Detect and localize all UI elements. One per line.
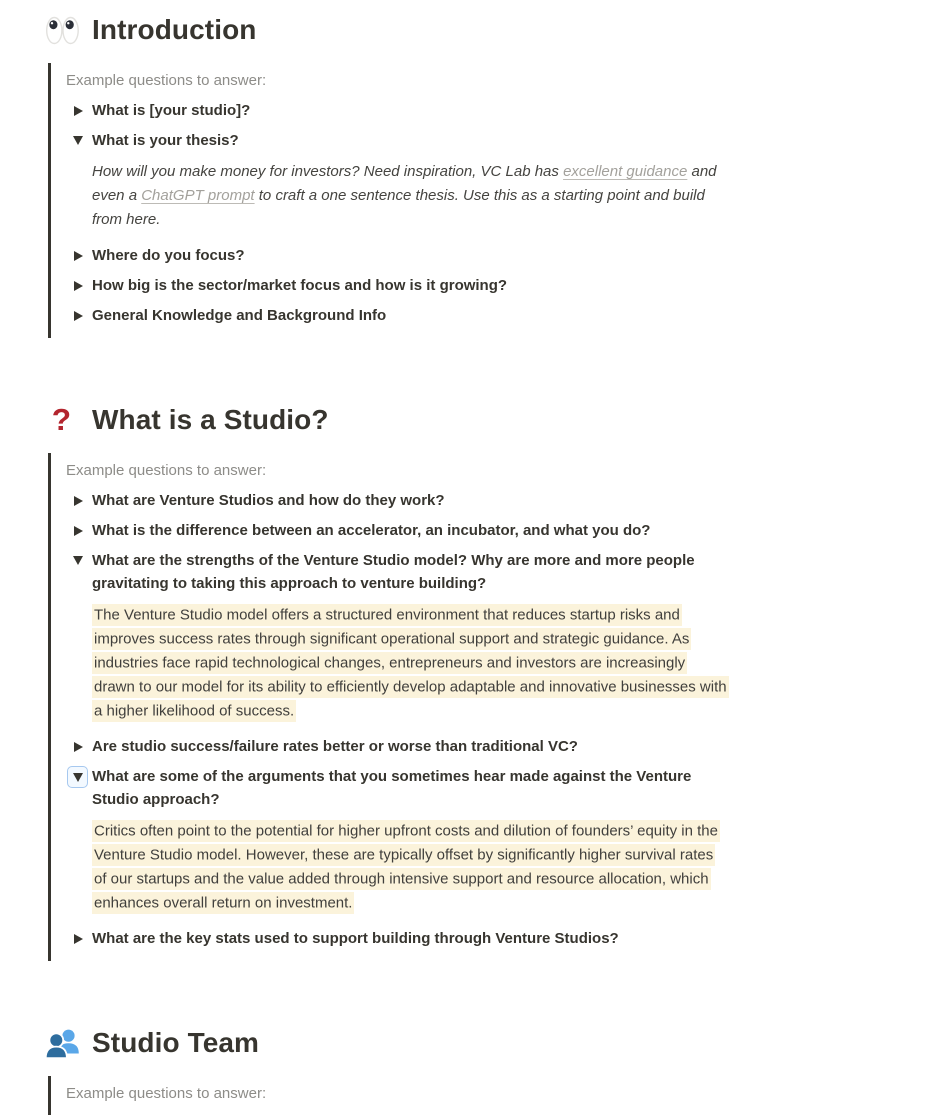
toggle-content-text bbox=[92, 160, 728, 232]
quote-caption: Example questions to answer: bbox=[66, 72, 267, 89]
toggle-triangle-button[interactable] bbox=[66, 129, 90, 152]
triangle-right-icon bbox=[74, 934, 83, 944]
triangle-right-icon bbox=[74, 311, 83, 321]
toggle-label[interactable]: What are Venture Studios and how do they work? bbox=[92, 492, 445, 509]
quote-caption: Example questions to answer: bbox=[66, 1085, 267, 1102]
toggle-label[interactable]: What is your thesis? bbox=[92, 132, 239, 149]
toggle-label[interactable]: What is [your studio]? bbox=[92, 102, 251, 119]
toggle-triangle-button[interactable] bbox=[66, 735, 90, 758]
highlighted-answer-text: The Venture Studio model offers a structured environment that reduces startup risks and improves success rates through significant operational support and strategic guidance. As industries face rapid technological changes, entrepreneurs and investors are increasingly drawn to our model for its ability to efficiently develop adaptable and innovative businesses with a higher likelihood of success. bbox=[92, 604, 729, 722]
toggle-triangle-button[interactable] bbox=[66, 489, 90, 512]
busts-in-silhouette-icon bbox=[45, 1027, 79, 1059]
toggle-triangle-button[interactable] bbox=[66, 274, 90, 297]
toggle-label[interactable]: General Knowledge and Background Info bbox=[92, 307, 387, 324]
section-heading-what-is-a-studio bbox=[45, 402, 785, 438]
toggle-item bbox=[66, 244, 785, 267]
toggle-triangle-button[interactable] bbox=[66, 99, 90, 122]
toggle-item bbox=[66, 129, 785, 152]
toggle-label[interactable]: What are some of the arguments that you sometimes hear made against the Venture Studio approach? bbox=[92, 768, 692, 808]
toggle-item bbox=[66, 549, 785, 595]
triangle-right-icon bbox=[74, 251, 83, 261]
toggle-item bbox=[66, 927, 785, 950]
toggle-label[interactable]: What are the strengths of the Venture Studio model? Why are more and more people gravitating to taking this approach to venture building? bbox=[92, 552, 695, 592]
toggle-triangle-button[interactable] bbox=[66, 244, 90, 267]
toggle-item bbox=[66, 765, 785, 811]
toggle-content-text bbox=[92, 603, 728, 723]
toggle-label[interactable]: What is the difference between an accelerator, an incubator, and what you do? bbox=[92, 522, 651, 539]
toggle-label[interactable]: How big is the sector/market focus and how is it growing? bbox=[92, 277, 508, 294]
toggle-label[interactable]: What are the key stats used to support building through Venture Studios? bbox=[92, 930, 619, 947]
section-heading-introduction bbox=[45, 12, 785, 48]
link-chatgpt-prompt[interactable]: ChatGPT prompt bbox=[141, 187, 255, 204]
section-heading-studio-team bbox=[45, 1025, 785, 1061]
eyes-emoji-icon bbox=[45, 16, 79, 45]
triangle-right-icon bbox=[74, 281, 83, 291]
toggle-item bbox=[66, 519, 785, 542]
toggle-triangle-button[interactable] bbox=[66, 927, 90, 950]
triangle-right-icon bbox=[74, 526, 83, 536]
triangle-right-icon bbox=[74, 496, 83, 506]
toggle-triangle-button-focused[interactable] bbox=[67, 766, 88, 788]
toggle-triangle-button[interactable] bbox=[66, 519, 90, 542]
quote-block bbox=[48, 453, 785, 961]
red-question-mark-icon: ? bbox=[52, 402, 72, 437]
quote-caption: Example questions to answer: bbox=[66, 462, 267, 479]
toggle-item bbox=[66, 274, 785, 297]
triangle-down-icon bbox=[73, 136, 83, 145]
triangle-right-icon bbox=[74, 742, 83, 752]
toggle-triangle-button[interactable] bbox=[66, 549, 90, 572]
triangle-down-icon bbox=[73, 773, 83, 782]
toggle-triangle-button[interactable] bbox=[66, 304, 90, 327]
toggle-item bbox=[66, 735, 785, 758]
toggle-item bbox=[66, 304, 785, 327]
thesis-text-part: and even a bbox=[92, 163, 717, 204]
toggle-content-text bbox=[92, 819, 728, 915]
quote-block bbox=[48, 63, 785, 338]
section-title: What is a Studio? bbox=[92, 404, 329, 435]
link-excellent-guidance[interactable]: excellent guidance bbox=[563, 163, 688, 180]
toggle-label[interactable]: Are studio success/failure rates better or worse than traditional VC? bbox=[92, 738, 578, 755]
section-title: Studio Team bbox=[92, 1027, 260, 1058]
section-title: Introduction bbox=[92, 14, 257, 45]
toggle-label[interactable]: Where do you focus? bbox=[92, 247, 245, 264]
toggle-item bbox=[66, 99, 785, 122]
highlighted-answer-text: Critics often point to the potential for higher upfront costs and dilution of founders’ equity in the Venture Studio model. However, these are typically offset by significantly higher survival rates of our startups and the value added through intensive support and resource allocation, which enhances overall return on investment. bbox=[92, 820, 720, 914]
thesis-text-part: to craft a one sentence thesis. Use this as a starting point and build from here. bbox=[92, 187, 705, 228]
thesis-text-part: How will you make money for investors? Need inspiration, VC Lab has bbox=[92, 163, 564, 180]
quote-block bbox=[48, 1076, 785, 1115]
triangle-right-icon bbox=[74, 106, 83, 116]
toggle-item bbox=[66, 489, 785, 512]
triangle-down-icon bbox=[73, 556, 83, 565]
